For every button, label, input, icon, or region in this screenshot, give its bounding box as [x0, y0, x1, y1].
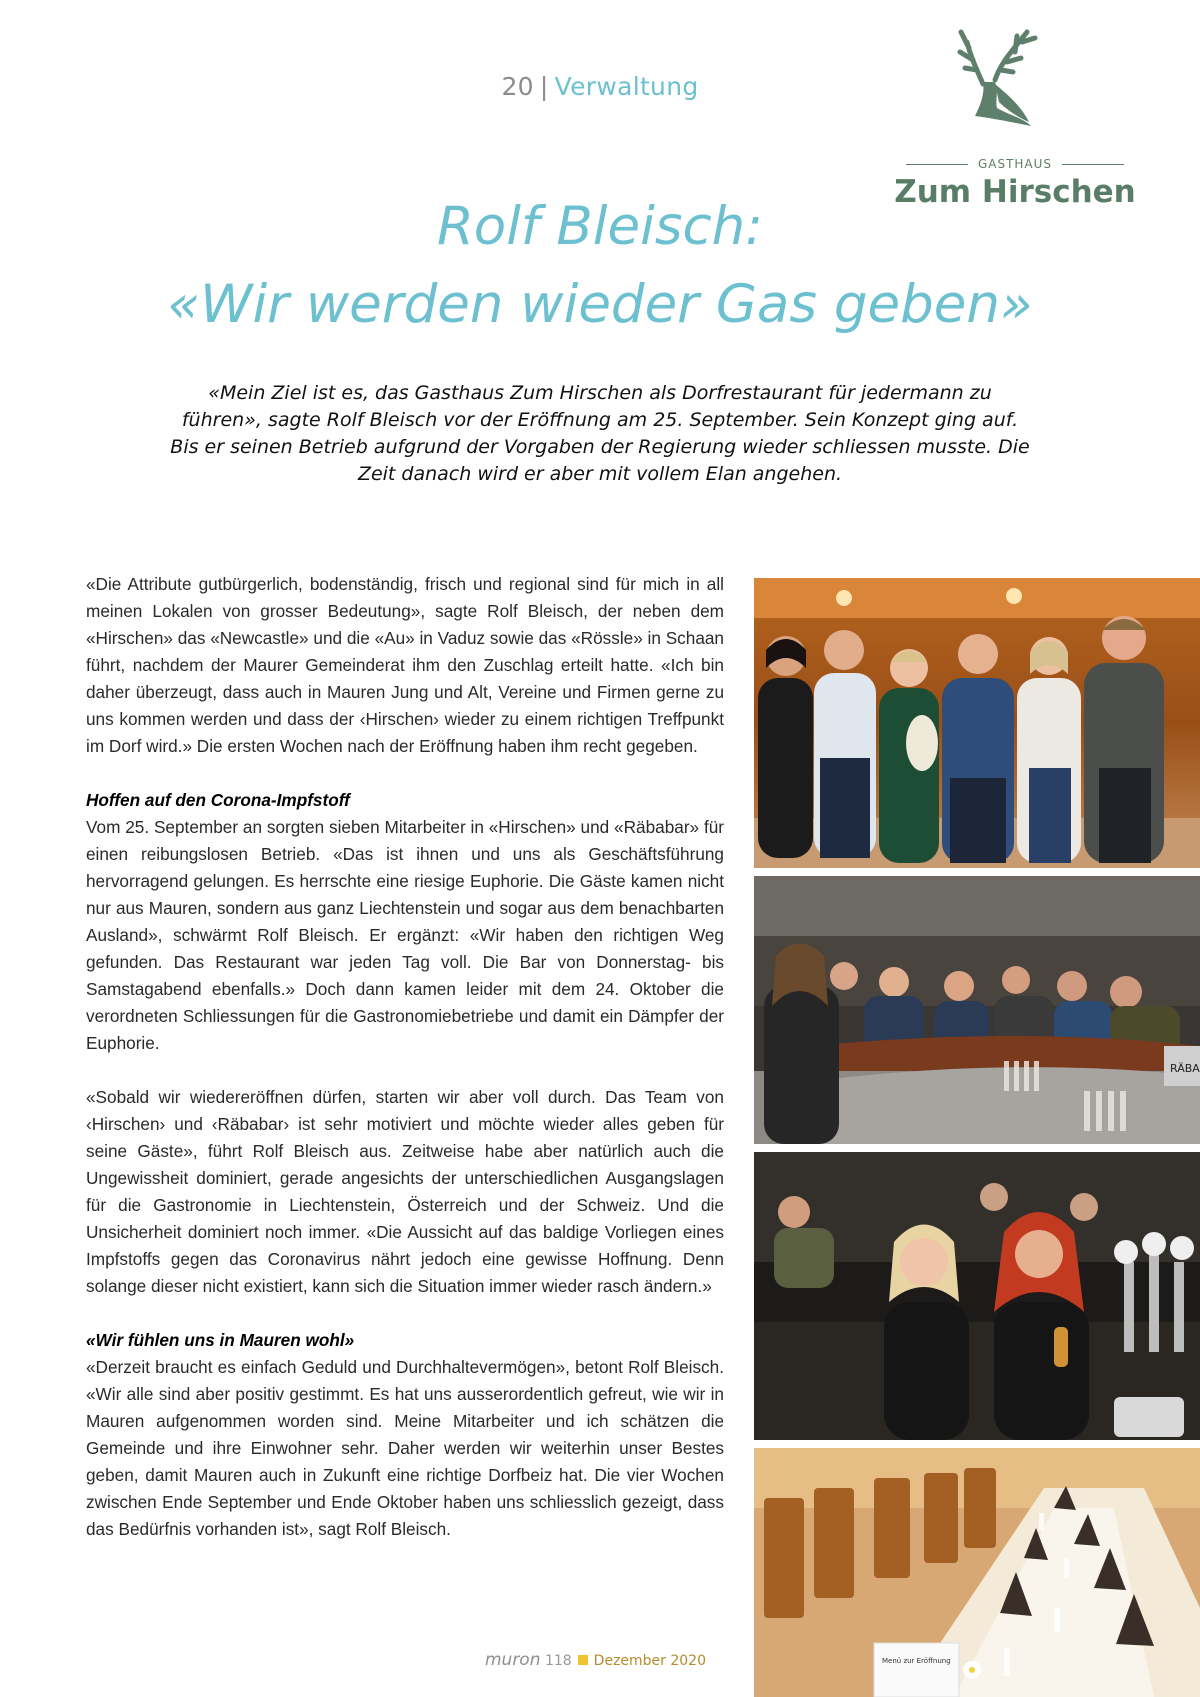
- header-separator: |: [539, 72, 549, 101]
- logo-name: Zum Hirschen: [894, 174, 1136, 210]
- title-line-1: Rolf Bleisch:: [436, 196, 764, 257]
- photo-dining-table: [754, 1448, 1200, 1697]
- paragraph-2: Vom 25. September an sorgten sieben Mitarbeiter in «Hirschen» und «Räbabar» für einen reibungslosen Betrieb. «Das ist ihnen und uns als Geschäftsführung hervorragend gelungen. Es herrschte eine riesige Euphorie. Die Gäste kamen nicht nur aus Mauren, sondern aus ganz Liechtenstein und sogar aus dem benachbarten Ausland», schwärmt Rolf Bleisch. Er ergänzt: «Wir haben den richtigen Weg gefunden. Das Restaurant war jeden Tag voll. Die Bar von Donnerstag- bis Samstagabend ebenfalls.» Doch dann kamen leider mit dem 24. Oktober die verordneten Schliessungen für die Gastronomiebetriebe und damit ein Dämpfer der Euphorie.: [86, 817, 724, 1053]
- article-title: [0, 188, 1200, 344]
- paragraph-4: «Derzeit braucht es einfach Geduld und Durchhaltevermögen», betont Rolf Bleisch. «Wir alle sind aber positiv gestimmt. Es hat uns ausserordentlich gefreut, wie wir in Mauren aufgenommen worden sind. Meine Mitarbeiter und ich schätzen die Gemeinde und ihre Einwohner sehr. Daher werden wir weiterhin unser Bestes geben, damit Mauren auch in Zukunft eine richtige Dorfbeiz hat. Die vier Wochen zwischen Ende September und Ende Oktober haben uns schliesslich gezeigt, dass das Bedürfnis vorhanden ist», sagt Rolf Bleisch.: [86, 1357, 724, 1539]
- subheading-corona: Hoffen auf den Corona-Impfstoff: [86, 790, 350, 810]
- magazine-name: muron: [484, 1650, 541, 1670]
- raba-sign: RÄBA: [1170, 1062, 1200, 1075]
- title-line-2: «Wir werden wieder Gas geben»: [167, 274, 1033, 335]
- photo-barmaids: [754, 1152, 1200, 1440]
- issue-number: 118: [544, 1653, 572, 1669]
- page-number: 20: [501, 72, 534, 101]
- photo-bar-guests: [754, 876, 1200, 1144]
- logo-rule-left: [906, 164, 968, 165]
- section-name: Verwaltung: [554, 72, 699, 101]
- issue-date: Dezember 2020: [593, 1653, 706, 1669]
- article-body: [86, 571, 724, 1570]
- logo-subtitle-row: [890, 157, 1140, 171]
- deer-head-icon: [955, 22, 1075, 127]
- article-lead: «Mein Ziel ist es, das Gasthaus Zum Hirschen als Dorfrestaurant für jedermann zu führen», sagte Rolf Bleisch vor der Eröffnung am 25. September. Sein Konzept ging auf. Bis er seinen Betrieb aufgrund der Vorgaben der Regierung wieder schliessen musste. Die Zeit danach wird er aber mit vollem Elan angehen.: [170, 382, 1030, 485]
- footer-marker: [578, 1655, 588, 1665]
- gasthaus-logo: [890, 22, 1140, 210]
- logo-subtitle: GASTHAUS: [977, 157, 1053, 171]
- subheading-mauren: «Wir fühlen uns in Mauren wohl»: [86, 1330, 355, 1350]
- photo-group-opening: [754, 578, 1200, 868]
- paragraph-1: «Die Attribute gutbürgerlich, bodenständig, frisch und regional sind für mich in all meinen Lokalen von grosser Bedeutung», sagte Rolf Bleisch, der neben dem «Hirschen» das «Newcastle» und die «Au» in Vaduz sowie das «Rössle» in Schaan führt, nachdem der Maurer Gemeinderat ihm den Zuschlag erteilt hatte. «Ich bin daher überzeugt, dass auch in Mauren Jung und Alt, Vereine und Firmen gerne zu uns kommen werden und dass der ‹Hirschen› wieder zu einem richtigen Treffpunkt im Dorf wird.» Die ersten Wochen nach der Eröffnung haben ihm recht gegeben.: [86, 574, 724, 756]
- logo-rule-right: [1062, 164, 1124, 165]
- paragraph-3: «Sobald wir wiedereröffnen dürfen, starten wir aber voll durch. Das Team von ‹Hirschen› und ‹Räbabar› ist sehr motiviert und möchte wieder alles geben für seine Gäste», führt Rolf Bleisch aus. Zeitweise habe aber natürlich auch die Ungewissheit dominiert, gerade angesichts der unterschiedlichen Ausgangslagen für die Gastronomie in Liechtenstein, Österreich und der Schweiz. Und die Unsicherheit dominiert noch immer. «Die Aussicht auf das baldige Vorliegen eines Impfstoffs gegen das Coronavirus nährt jedoch eine gewisse Hoffnung. Denn solange dieser nicht existiert, kann sich die Situation immer wieder rasch ändern.»: [86, 1087, 724, 1296]
- menu-card-text: Menü zur Eröffnung: [882, 1657, 951, 1665]
- page-footer: [0, 1650, 706, 1670]
